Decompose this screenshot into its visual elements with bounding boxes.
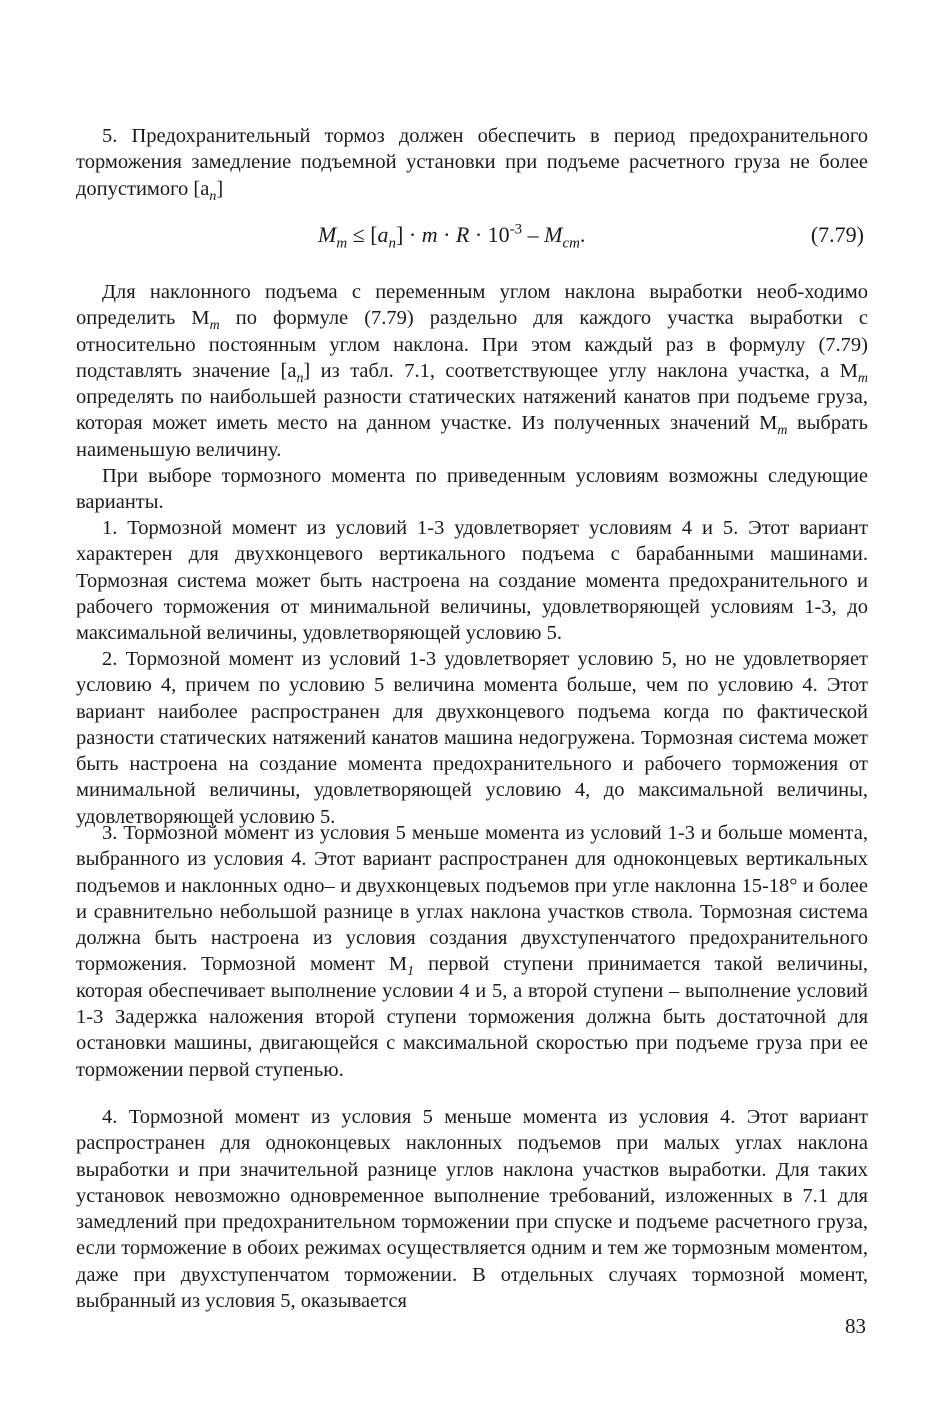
paragraph-variant-3: 3. Тормозной момент из условия 5 меньше момента из условий 1-3 и больше момента, выбранного из условия 4. Этот вариант распространен для одноконцевых вертикальных подъемов и наклонных одно– и двухконцевых подъемов при угле наклонна 15-18° и более и сравнительно небольшой разнице в углах наклона участков ствола. Тормозная система должна быть настроена из условия создания двухступенчатого предохранительного торможения. Тормозной момент $M_1$ первой ступени принимается такой величины, которая обеспечивает выполнение условии 4 и 5, а второй ступени – выполнение условий 1-3 Задержка наложения второй ступени торможения должна быть достаточной для остановки машины, двигающейся с максимальной скоростью при подъеме груза при ее торможении первой ступенью. bbox=[76, 822, 868, 1081]
paragraph-variants-intro: При выборе тормозного момента по приведенным условиям возможны следующие варианты. bbox=[76, 465, 868, 514]
page-number: 83 bbox=[845, 1314, 866, 1338]
formula-number: (7.79) bbox=[810, 222, 864, 247]
paragraph-variant-1: 1. Тормозной момент из условий 1-3 удовлетворяет условиям 4 и 5. Этот вариант характерен для двухконцевого вертикального подъема с барабанными машинами. Тормозная система может быть настроена на создание момента предохранительного и рабочего торможения от минимальной величины, удовлетворяющей условиям 1-3, до максимальной величины, удовлетворяющей условию 5. bbox=[76, 517, 868, 645]
formula-7-79 bbox=[0, 222, 936, 258]
paragraph-variant-4: 4. Тормозной момент из условия 5 меньше момента из условия 4. Этот вариант распространен для одноконцевых наклонных подъемов при малых углах наклона выработки и при значительной разнице углов наклона участков выработки. Для таких установок невозможно одновременное выполнение требований, изложенных в 7.1 для замедлений при предохранительном торможении при спуске и подъеме расчетного груза, если торможение в обоих режимах осуществляется одним и тем же тормозным моментом, даже при двухступенчатом торможении. В отдельных случаях тормозной момент, выбранный из условия 5, оказывается bbox=[76, 1106, 868, 1313]
paragraph-variant-2: 2. Тормозной момент из условий 1-3 удовлетворяет условию 5, но не удовлетворяет условию 4, причем по условию 5 величина момента больше, чем по условию 4. Этот вариант наиболее распространен для двухконцевого подъема когда по фактической разности статических натяжений канатов машина недогружена. Тормозная система может быть настроена на создание момента предохранительного и рабочего торможения от минимальной величины, удовлетворяющей условию 4, до максимальной величины, удовлетворяющей условию 5. bbox=[76, 648, 868, 828]
formula-expression: $M_m \le [a_n] \cdot m \cdot R \cdot 10^{-3} - M_{cm}$. bbox=[318, 221, 586, 252]
paragraph-inclined-lift: Для наклонного подъема с переменным углом наклона выработки необ-ходимо определить $M_m$ по формуле (7.79) раздельно для каждого участка выработки с относительно постоянным углом наклона. При этом каждый раз в формулу (7.79) подставлять значение $[a_n]$ из табл. 7.1, соответствующее углу наклона участка, а $M_m$ определять по наибольшей разности статических натяжений канатов при подъеме груза, которая может иметь место на данном участке. Из полученных значений $M_m$ выбрать наименьшую величину. bbox=[76, 281, 868, 461]
paragraph-intro: 5. Предохранительный тормоз должен обеспечить в период предохранительного торможения замедление подъемной установки при подъеме расчетного груза не более допустимого $[a_n]$ bbox=[76, 125, 868, 204]
